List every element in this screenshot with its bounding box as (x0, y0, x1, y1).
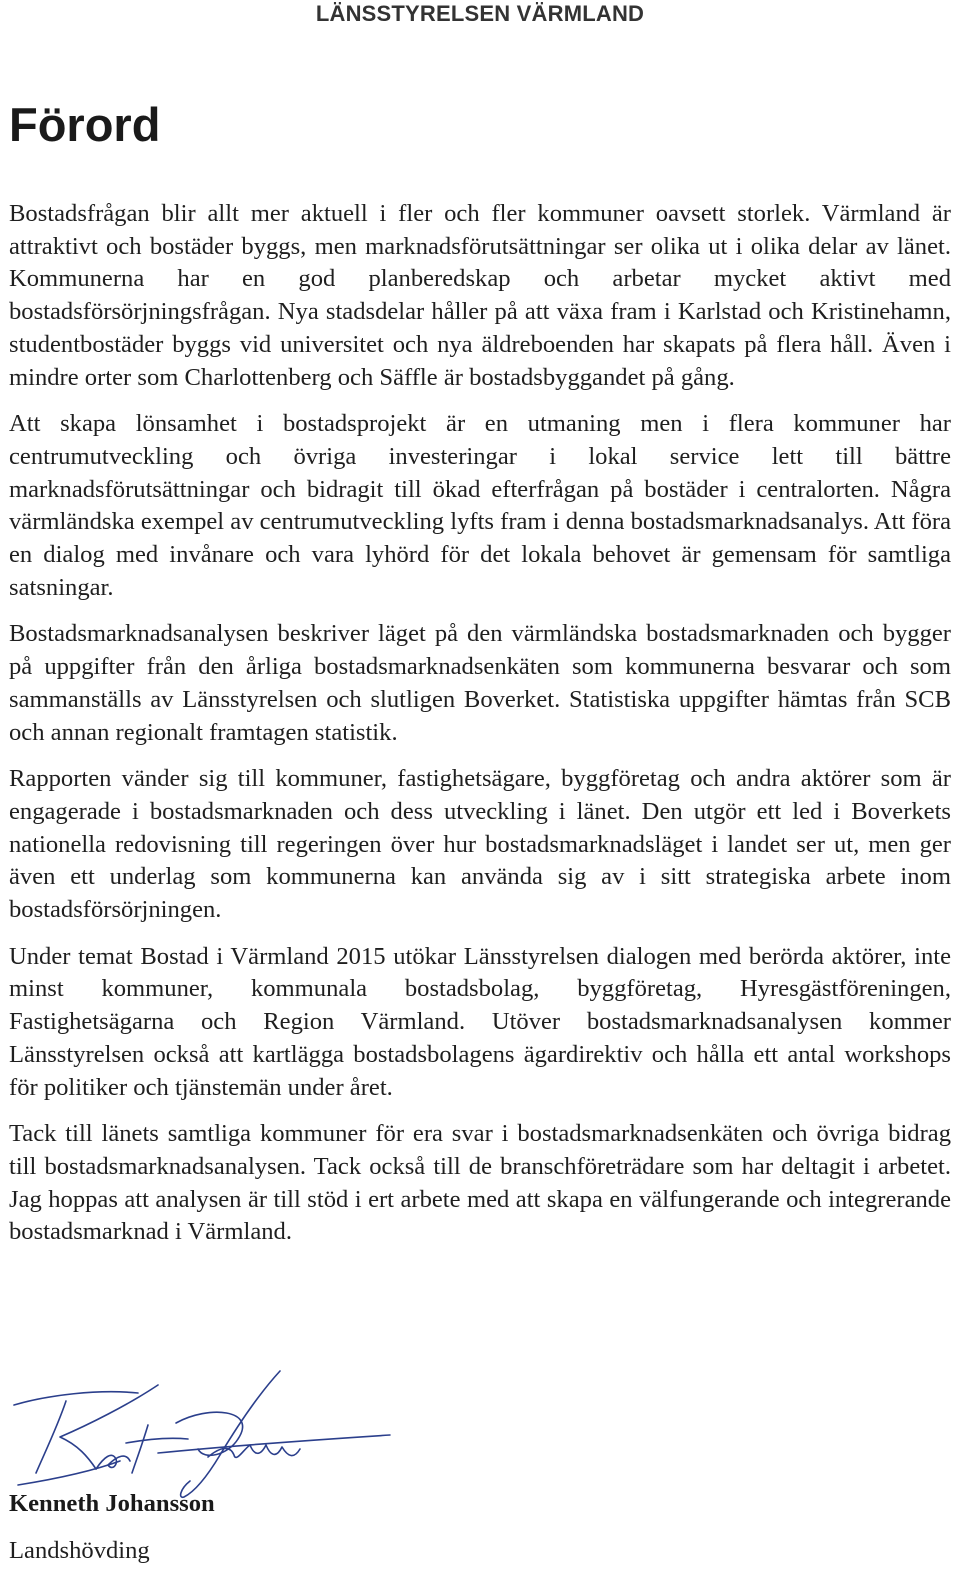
document-body (9, 198, 951, 1263)
paragraph: Rapporten vänder sig till kommuner, fastighetsägare, byggföretag och andra aktörer som är engagerade i bostadsmarknaden och dess utveckling i länet. Den utgör ett led i Boverkets nationella redovisning till regeringen över hur bostadsmarknadsläget i landet ser ut, men ger även ett underlag som kommunerna kan använda sig av i sitt strategiska arbete inom bostadsförsörjningen. (9, 765, 951, 924)
page-title: Förord (9, 98, 161, 151)
paragraph: Under temat Bostad i Värmland 2015 utökar Länsstyrelsen dialogen med berörda aktörer, inte minst kommuner, kommunala bostadsbolag, byggföretag, Hyresgästföreningen, Fastighetsägarna och Region Värmland. Utöver bostadsmarknadsanalysen kommer Länsstyrelsen också att kartlägga bostadsbolagens ägardirektiv och hålla ett antal workshops för politiker och tjänstemän under året. (9, 942, 951, 1101)
signer-title: Landshövding (9, 1537, 150, 1564)
paragraph: Bostadsfrågan blir allt mer aktuell i fler och fler kommuner oavsett storlek. Värmland är attraktivt och bostäder byggs, men marknadsförutsättningar ser olika ut i olika delar av länet. Kommunerna har en god planberedskap och arbetar mycket aktivt med bostadsförsörjningsfrågan. Nya stadsdelar håller på att växa fram i Karlstad och Kristinehamn, studentbostäder byggs vid universitet och nya äldreboenden har skapats på flera håll. Även i mindre orter som Charlottenberg och Säffle är bostadsbyggandet på gång. (9, 200, 951, 391)
paragraph: Att skapa lönsamhet i bostadsprojekt är en utmaning men i flera kommuner har centrumutveckling och övriga investeringar i lokal service lett till bättre marknadsförutsättningar och bidragit till ökad efterfrågan på bostäder i centralorten. Några värmländska exempel av centrumutveckling lyfts fram i denna bostadsmarknadsanalys. Att föra en dialog med invånare och vara lyhörd för det lokala behovet är gemensam för samtliga satsningar. (9, 410, 951, 601)
signer-name: Kenneth Johansson (9, 1490, 215, 1517)
paragraph: Tack till länets samtliga kommuner för era svar i bostadsmarknadsenkäten och övriga bidrag till bostadsmarknadsanalysen. Tack också till de branschföreträdare som har deltagit i arbetet. Jag hoppas att analysen är till stöd i ert arbete med att skapa en välfungerande och integrerande bostadsmarknad i Värmland. (9, 1120, 951, 1246)
document-header: LÄNSSTYRELSEN VÄRMLAND (315, 1, 645, 26)
signature-icon (8, 1365, 398, 1505)
paragraph: Bostadsmarknadsanalysen beskriver läget på den värmländska bostadsmarknaden och bygger på uppgifter från den årliga bostadsmarknadsenkäten som kommunerna besvarar och som sammanställs av Länsstyrelsen och slutligen Boverket. Statistiska uppgifter hämtas från SCB och annan regionalt framtagen statistik. (9, 620, 951, 746)
